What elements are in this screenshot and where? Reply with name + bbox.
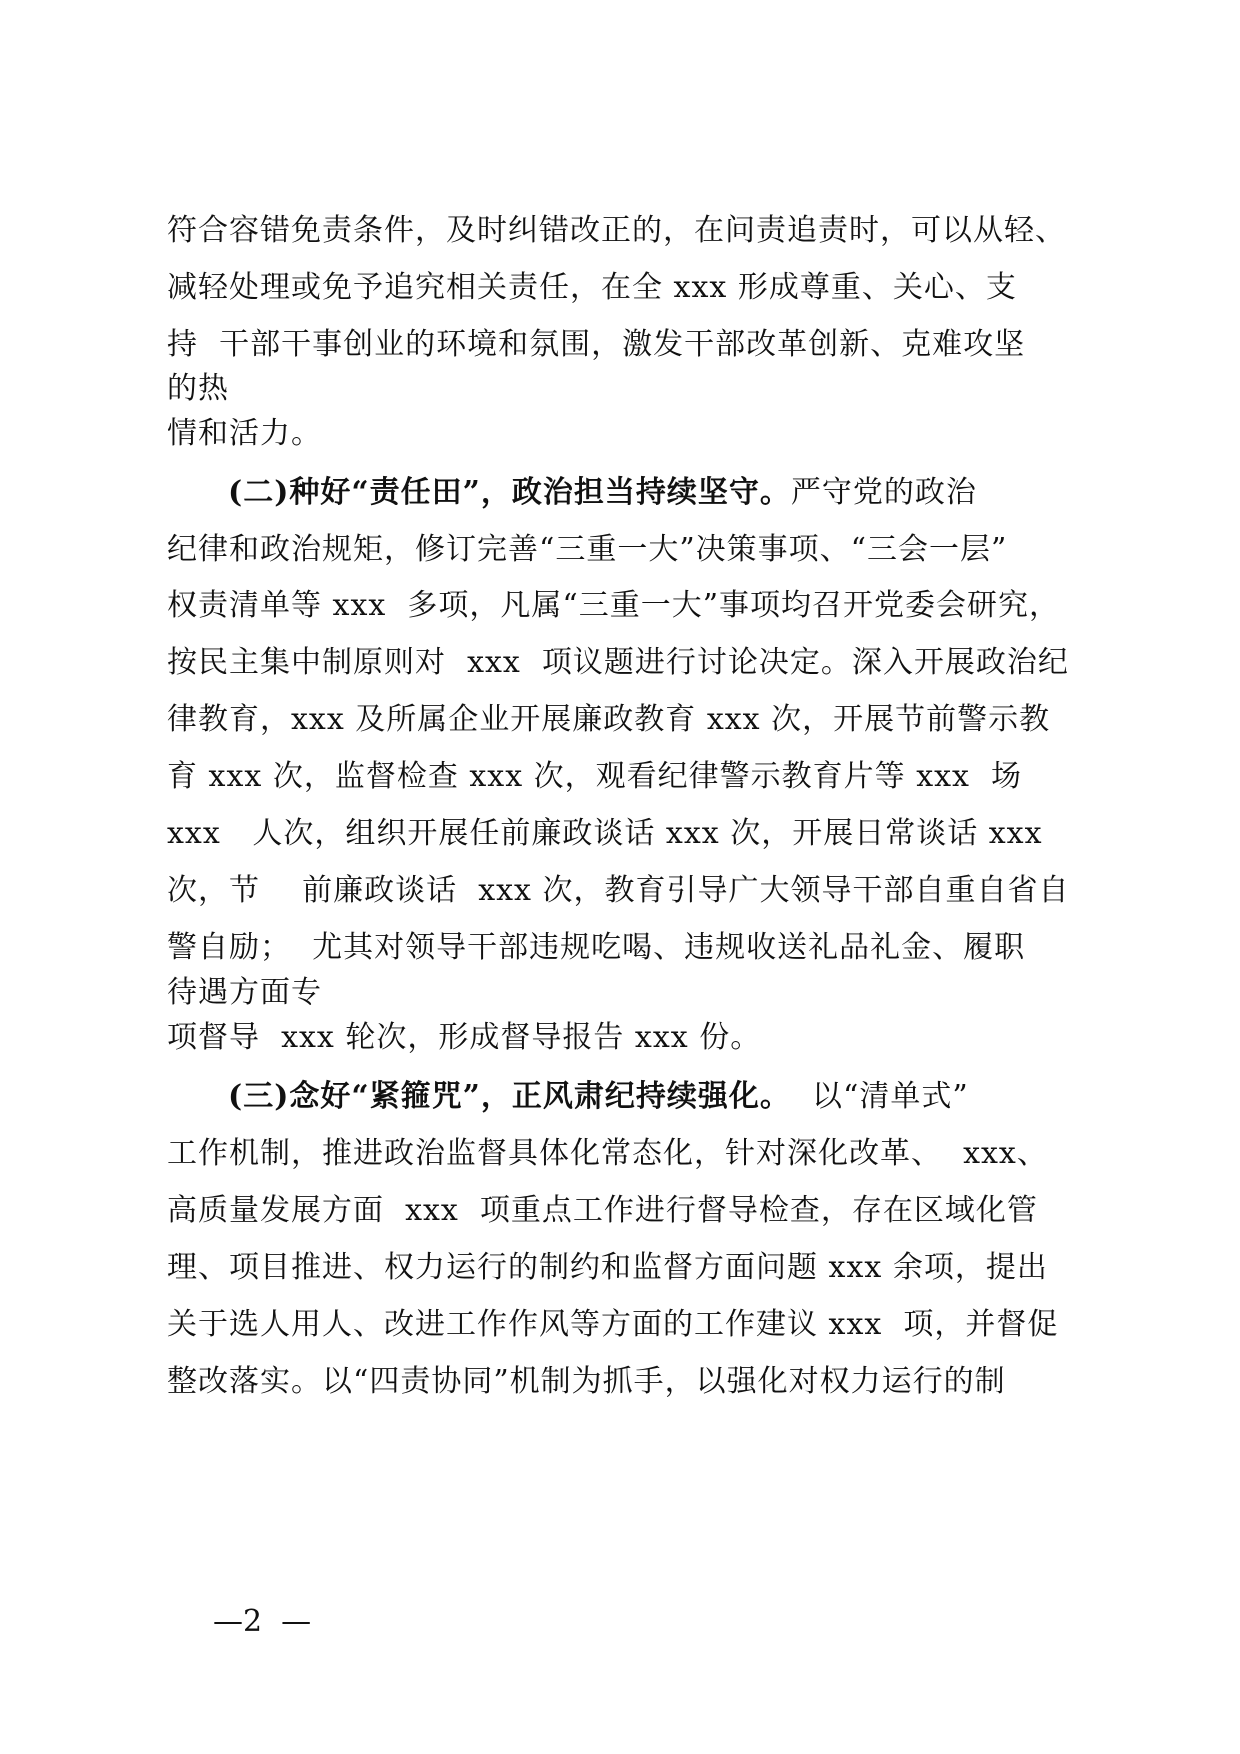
paragraph3-line-2: 工作机制，推进政治监督具体化常态化，针对深化改革、 xxx、 xyxy=(167,1136,1048,1171)
paragraph2-line-3: 权责清单等 xxx 多项，凡属“三重一大”事项均召开党委会研究， xyxy=(167,588,1061,623)
page-number: —2 — xyxy=(213,1604,312,1639)
paragraph2-line-10: 待遇方面专 xyxy=(167,975,322,1010)
paragraph1-line-5: 情和活力。 xyxy=(167,416,322,451)
paragraph2-line-11: 项督导 xxx 轮次，形成督导报告 xxx 份。 xyxy=(167,1020,762,1055)
paragraph3-line-6: 整改落实。以“四责协同”机制为抓手，以强化对权力运行的制 xyxy=(167,1364,1006,1399)
paragraph2-line-7: xxx 人次，组织开展任前廉政谈话 xxx 次，开展日常谈话 xxx xyxy=(167,816,1043,851)
paragraph2-line-2: 纪律和政治规矩，修订完善“三重一大”决策事项、“三会一层” xyxy=(167,532,1008,567)
paragraph2-first-line xyxy=(228,473,977,513)
paragraph1-line-3: 持 干部干事创业的环境和氛围，激发干部改革创新、克难攻坚 xyxy=(167,327,1026,362)
paragraph2-line-8: 次，节 前廉政谈话 xxx 次，教育引导广大领导干部自重自省自 xyxy=(167,873,1070,908)
paragraph1-line-1: 符合容错免责条件，及时纠错改正的，在问责追责时，可以从轻、 xyxy=(167,213,1066,248)
paragraph2-line-6: 育 xxx 次，监督检查 xxx 次，观看纪律警示教育片等 xxx 场 xyxy=(167,759,1023,794)
paragraph3-line-4: 理、项目推进、权力运行的制约和监督方面问题 xxx 余项，提出 xyxy=(167,1250,1048,1285)
paragraph3-heading: (三)念好“紧箍咒”，正风肃纪持续强化。 xyxy=(228,1079,791,1114)
paragraph3-first-line-rest: 以“清单式” xyxy=(790,1079,969,1114)
paragraph2-line-5: 律教育，xxx 及所属企业开展廉政教育 xxx 次，开展节前警示教 xyxy=(167,702,1051,737)
paragraph1-line-2: 减轻处理或免予追究相关责任，在全 xxx 形成尊重、关心、支 xyxy=(167,270,1017,305)
paragraph3-line-5: 关于选人用人、改进工作作风等方面的工作建议 xxx 项，并督促 xyxy=(167,1307,1059,1342)
paragraph3-line-3: 高质量发展方面 xxx 项重点工作进行督导检查，存在区域化管 xyxy=(167,1193,1038,1228)
paragraph1-line-4: 的热 xyxy=(167,371,229,406)
paragraph2-heading: (二)种好“责任田”，政治担当持续坚守。 xyxy=(228,475,791,510)
paragraph2-first-line-rest: 严守党的政治 xyxy=(790,475,977,510)
paragraph3-first-line xyxy=(228,1077,969,1117)
paragraph2-line-9: 警自励； 尤其对领导干部违规吃喝、违规收送礼品礼金、履职 xyxy=(167,930,1026,965)
paragraph2-line-4: 按民主集中制原则对 xxx 项议题进行讨论决定。深入开展政治纪 xyxy=(167,645,1069,680)
